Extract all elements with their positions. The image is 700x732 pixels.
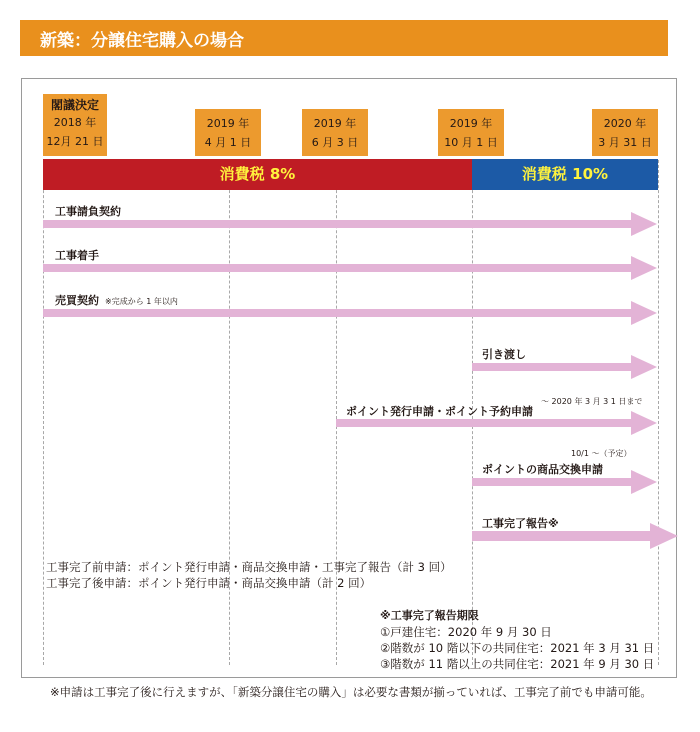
deadline-item: ①戸建住宅：2020 年 9 月 30 日 — [380, 625, 552, 639]
construction-label: 工事着手 — [55, 249, 99, 262]
tax-10-percent-bar: 消費税 10% — [472, 159, 658, 190]
sale-note: ※完成から 1 年以内 — [105, 297, 178, 306]
sale-label: 売買契約 — [55, 294, 99, 307]
tax-8-percent-bar: 消費税 8% — [43, 159, 472, 190]
deadline-item: ③階数が 11 階以上の共同住宅：2021 年 9 月 30 日 — [380, 657, 655, 671]
exchange-note: 10/1 ～（予定） — [571, 449, 632, 458]
date-box-2019-06-03 — [302, 109, 368, 156]
date-day: 10 月 1 日 — [444, 136, 498, 149]
date-year: 2019 年 — [449, 117, 493, 130]
date-box-2019-04-01 — [195, 109, 261, 156]
date-box-2020-03-31 — [592, 109, 658, 156]
date-day: 12月 21 日 — [46, 135, 104, 148]
date-box-2019-10-01 — [438, 109, 504, 156]
summary-before-completion: 工事完了前申請：ポイント発行申請・商品交換申請・工事完了報告（計 3 回） — [46, 560, 452, 574]
contract-label: 工事請負契約 — [55, 205, 121, 218]
page-title: 新築：分譲住宅購入の場合 — [40, 31, 244, 51]
deadline-item: ②階数が 10 階以下の共同住宅：2021 年 3 月 31 日 — [380, 641, 655, 655]
deadline-title: ※工事完了報告期限 — [380, 609, 479, 622]
footer-note: ※申請は工事完了後に行えますが、「新築分譲住宅の購入」は必要な書類が揃っていれば、工事完了前でも申請可能。 — [50, 685, 652, 699]
date-day: 4 月 1 日 — [204, 136, 252, 149]
date-year: 2018 年 — [53, 116, 97, 129]
date-box-cabinet-decision — [43, 94, 107, 156]
sale-label-group — [55, 292, 178, 308]
date-day: 3 月 31 日 — [598, 136, 652, 149]
points-apply-note: ～ 2020 年 3 月 3 1 日まで — [541, 397, 643, 406]
points-apply-label: ポイント発行申請・ポイント予約申請 — [346, 405, 533, 418]
date-year: 2020 年 — [603, 117, 647, 130]
header-bar — [20, 20, 668, 56]
date-year: 2019 年 — [313, 117, 357, 130]
construction-arrow — [43, 256, 659, 280]
summary-after-completion: 工事完了後申請：ポイント発行申請・商品交換申請（計 2 回） — [46, 576, 372, 590]
completion-label: 工事完了報告※ — [482, 517, 559, 530]
date-day: 6 月 3 日 — [311, 136, 359, 149]
contract-arrow — [43, 212, 659, 236]
handover-label: 引き渡し — [482, 348, 526, 361]
exchange-label: ポイントの商品交換申請 — [482, 463, 603, 476]
application-summary — [46, 559, 452, 591]
completion-deadline — [380, 608, 654, 672]
date-year: 2019 年 — [206, 117, 250, 130]
date-heading: 閣議決定 — [50, 98, 99, 112]
